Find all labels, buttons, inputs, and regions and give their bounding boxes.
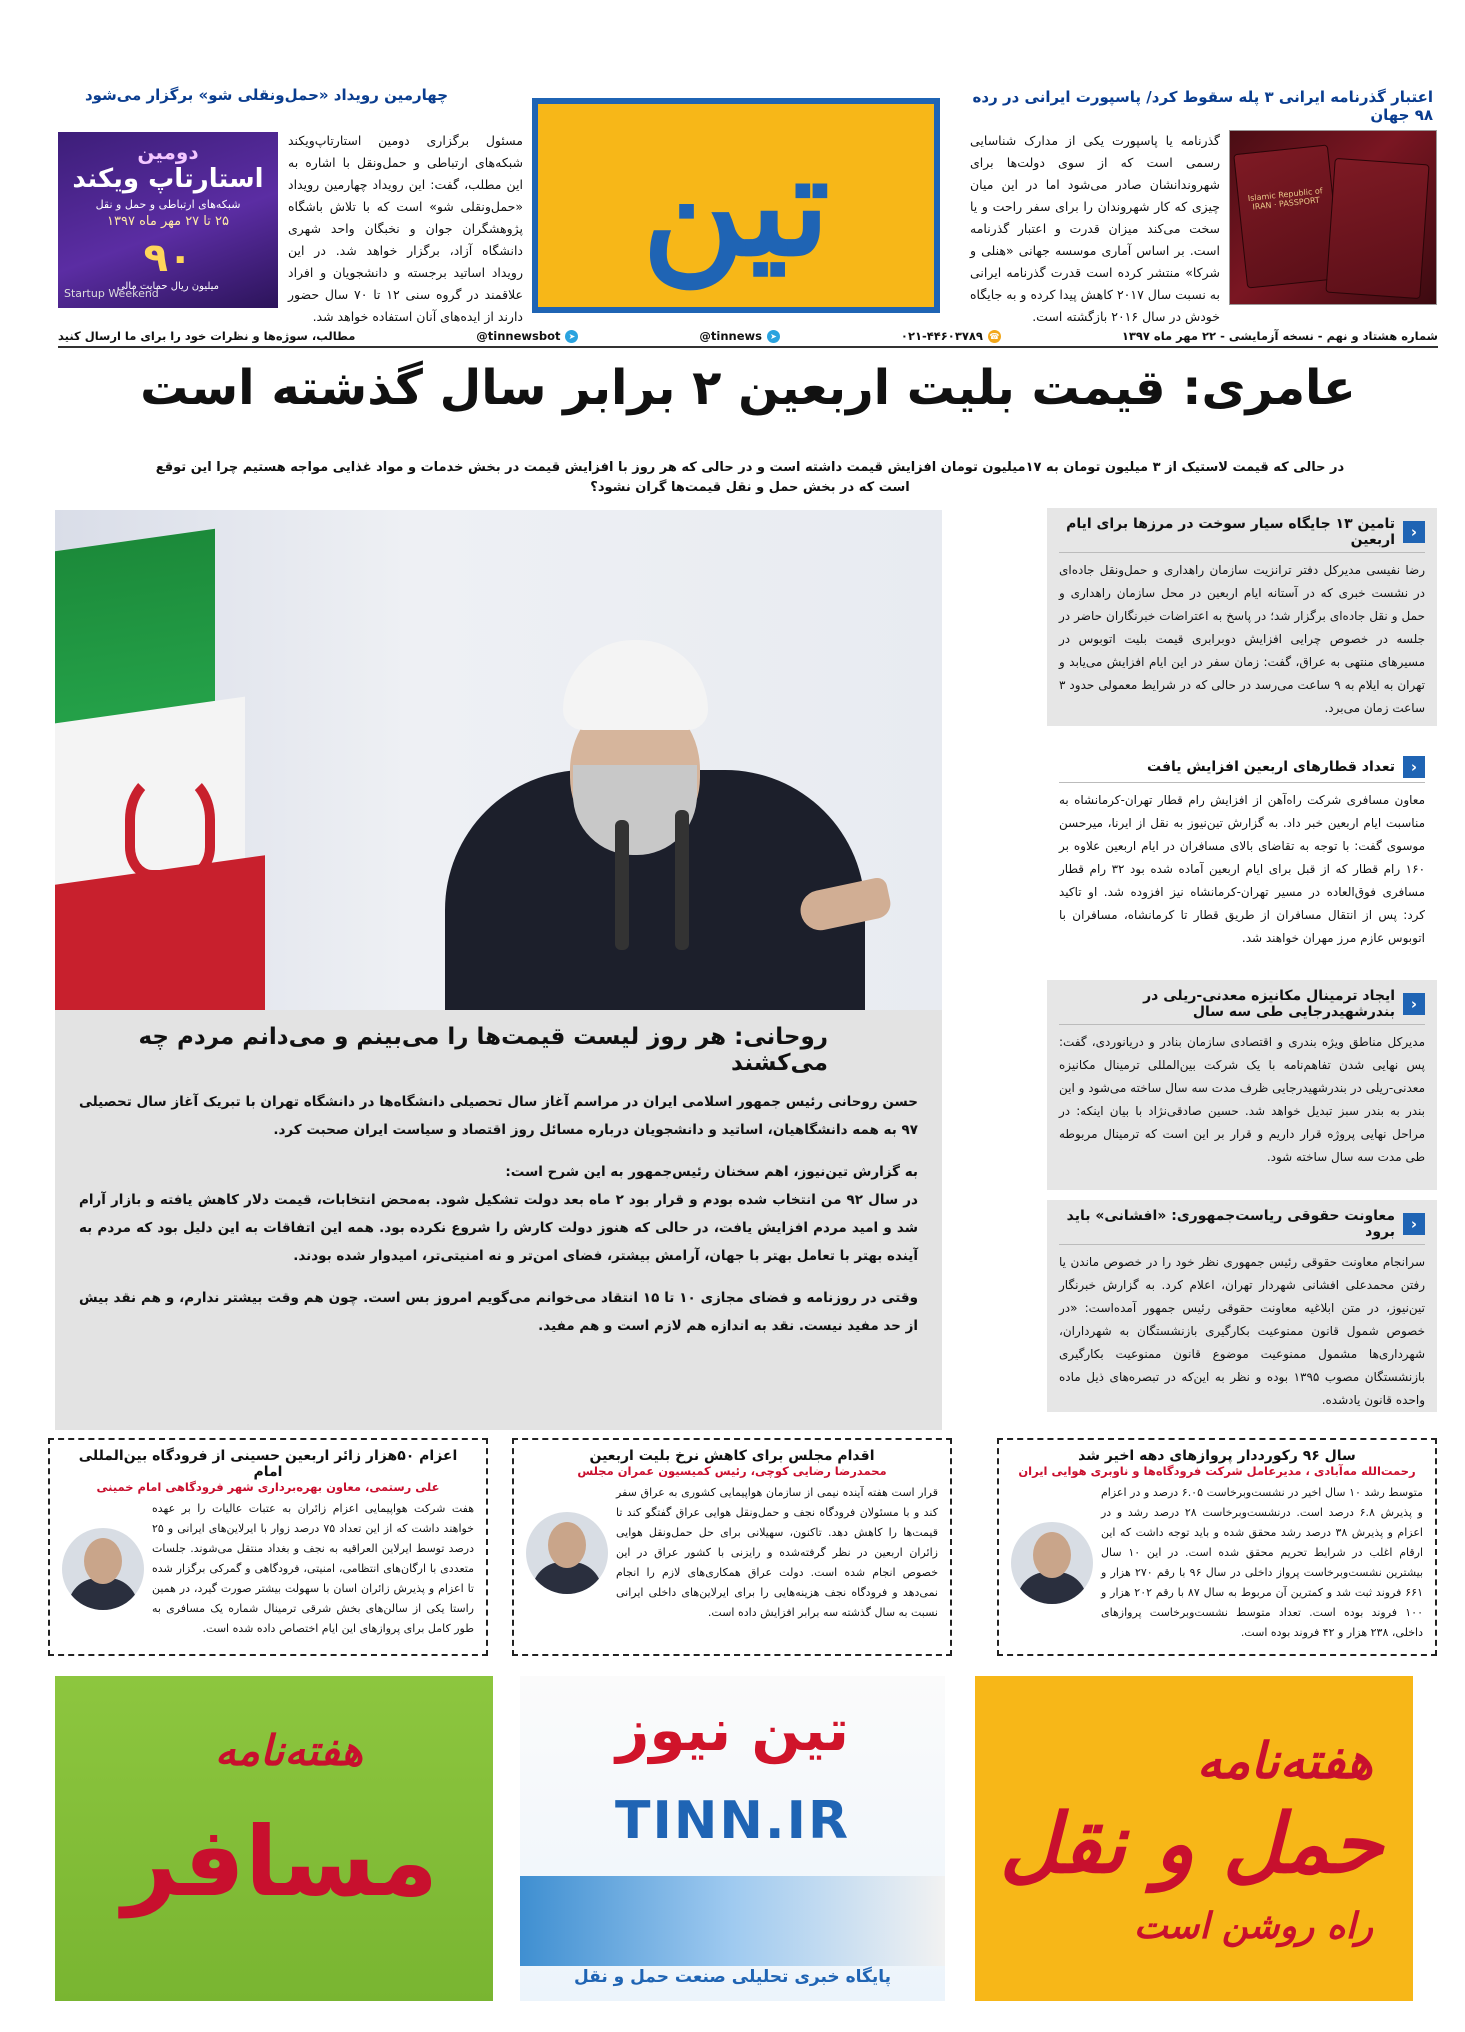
startup-ad-title: استارتاپ ویکند bbox=[72, 164, 264, 194]
bottom-news-body: هفت شرکت هواپیمایی اعزام زائران به عتبات عالیات را بر عهده خواهند داشت که از این تعداد ۷۵ درصد زوار با ایرلاین‌های ایرانی و ۲۵ درصد توسط ایرلاین العراقیه به نجف و بغداد منتقل می‌شوند. جلسات متعددی با ارگان‌های انتظامی، امنیتی، فرودگاهی و گمرکی برگزار شده تا اعزام و پذیرش زائران اسان با سهولت بیشتر صورت گیرد، در همین راستا یکی از سالن‌های بخش شرقی ترمینال شماره یک مسافری به طور کامل برای پروازهای این ایام اختصاص داده شده است. bbox=[152, 1502, 474, 1635]
ad-left-line1: هفته‌نامه bbox=[214, 1726, 363, 1775]
telegram-bot-name: @tinnewsbot bbox=[476, 329, 561, 343]
ad-mid-transport-graphic bbox=[520, 1876, 945, 1966]
bottom-news-source: محمدرضا رضایی کوچی، رئیس کمیسیون عمران مجلس bbox=[577, 1464, 887, 1478]
chevron-left-icon: ‹ bbox=[1403, 521, 1425, 543]
bottom-news-title: سال ۹۶ رکورددار پروازهای دهه اخیر شد bbox=[1078, 1448, 1356, 1464]
main-article-headline: روحانی: هر روز لیست قیمت‌ها را می‌بینم و می‌دانم مردم چه می‌کشند bbox=[138, 1024, 828, 1076]
portrait-photo bbox=[1011, 1522, 1093, 1604]
passport-article-text: گذرنامه یا پاسپورت یکی از مدارک شناسایی رسمی است که از سوی دولت‌ها برای شهروندانشان صادر می‌شود اما در این میان چیزی که کار شهروندان را برای سفر راحت و یا سخت می‌کند میزان قدرت و اعتبار گذرنامه است. بر اساس آماری موسسه جهانی «هنلی و شرکا» منتشر کرده است قدرت گذرنامه ایرانی به نسبت سال ۲۰۱۷ کاهش پیدا کرده و به جایگاه خودش در سال ۲۰۱۶ بازگشته است. bbox=[970, 133, 1220, 324]
main-article bbox=[55, 1010, 942, 1430]
info-bar bbox=[58, 326, 1438, 348]
telegram-channel-name: @tinnews bbox=[699, 329, 762, 343]
side-news-body: مدیرکل مناطق ویژه بندری و اقتصادی سازمان بنادر و دریانوردی، گفت: پس نهایی شدن تفاهم‌نامه با یک شرکت بین‌المللی ترمینال مکانیزه معدنی-ریلی در بندرشهیدرجایی ظرف مدت سه سال ساخته می‌شود و این بندر به بندر سبز تبدیل خواهد شد. حسین صادقی‌نژاد با بیان اینکه: در مراحل نهایی پروژه قرار داریم و قرار بر این است که ترمینال مربوطه طی مدت سه سال ساخته شود. bbox=[1059, 1035, 1425, 1164]
main-article-paragraph: وقتی در روزنامه و فضای مجازی ۱۰ تا ۱۵ انتقاد می‌خوانم می‌گویم امروز بس است. چون هم وقت بیشتر ندارم، و هم نقد بیش از حد مفید نیست. نقد به اندازه هم لازم است و هم مفید. bbox=[79, 1290, 918, 1334]
ad-mid-tagline: پایگاه خبری تحلیلی صنعت حمل و نقل bbox=[573, 1967, 892, 1987]
bottom-news-parliament bbox=[512, 1438, 952, 1656]
top-left-headline: چهارمین رویداد «حمل‌ونقلی شو» برگزار می‌شود bbox=[84, 86, 448, 104]
bottom-news-body: قرار است هفته آینده نیمی از سازمان هواپیمایی کشوری به عراق سفر کند و با مسئولان فرودگاه نجف و حمل‌ونقل هوایی عراق گفتگو کند تا قیمت‌ها را کاهش دهد. تاکنون، سهیلانی برای حل حمل‌ونقل هوایی زائران اربعین در نظر گرفته‌شده و رایزنی با کشور عراق در این خصوص انجام شده است. دولت عراق همکاری‌های لازم را انجام نمی‌دهد و فرودگاه نجف هزینه‌هایی را برای ایرلاین‌های داخلی ایرانی نسبت به سال گذشته سه برابر افزایش داده است. bbox=[616, 1486, 938, 1619]
logo-text: تین bbox=[538, 104, 934, 307]
ad-right-line3: راه روشن است bbox=[1133, 1906, 1373, 1947]
ad-left-line2: مسافر bbox=[122, 1806, 438, 1918]
side-news-trains bbox=[1047, 748, 1437, 978]
ad-tinnews[interactable] bbox=[520, 1676, 945, 2001]
startup-weekend-ad[interactable] bbox=[58, 132, 278, 308]
ad-mid-url[interactable]: TINN.IR bbox=[615, 1791, 850, 1851]
side-news-fuel-stations bbox=[1047, 508, 1437, 726]
chevron-left-icon: ‹ bbox=[1403, 756, 1425, 778]
issue-info: شماره هشتاد و نهم - نسخه آزمایشی - ۲۲ مهر ماه ۱۳۹۷ bbox=[1121, 329, 1438, 343]
side-news-mayor bbox=[1047, 1200, 1437, 1412]
telegram-icon: ➤ bbox=[767, 330, 780, 343]
person-turban bbox=[563, 640, 708, 730]
top-right-headline: اعتبار گذرنامه ایرانی ۳ پله سقوط کرد/ پاسپورت ایرانی در رده ۹۸ جهان bbox=[972, 88, 1433, 124]
portrait-photo bbox=[526, 1512, 608, 1594]
startup-article-text: مسئول برگزاری دومین استارتاپ‌ویکند شبکه‌های ارتباطی و حمل‌ونقل با اشاره به این مطلب، گفت: این رویداد چهارمین رویداد «حمل‌ونقلی شو» است که با تلاش باشگاه پژوهشگران جوان و نخبگان واحد شهری دانشگاه آزاد، برگزار خواهد شد. در این رویداد اساتید برجسته و دانشجویان و افراد علاقمند در گروه سنی ۱۲ تا ۷۰ سال حضور دارند از ایده‌های آنان استفاده خواهد شد. bbox=[288, 133, 524, 324]
startup-ad-amount: ۹۰ bbox=[143, 235, 193, 281]
main-article-paragraph: به گزارش تین‌نیوز، اهم سخنان رئیس‌جمهور به این شرح است: bbox=[505, 1164, 918, 1180]
telegram-bot[interactable] bbox=[476, 329, 578, 343]
bottom-news-imam-airport bbox=[48, 1438, 488, 1656]
telegram-icon: ➤ bbox=[565, 330, 578, 343]
main-photo-president bbox=[55, 510, 942, 1010]
bottom-news-title: اعزام ۵۰هزار زائر اربعین حسینی از فرودگاه بین‌المللی امام bbox=[78, 1448, 458, 1480]
side-news-title: ایجاد ترمینال مکانیزه معدنی-ریلی در بندرشهیدرجایی طی سه سال bbox=[1143, 988, 1395, 1020]
flag-emblem-icon bbox=[125, 770, 215, 880]
phone-info[interactable] bbox=[901, 329, 1001, 343]
side-news-body: سرانجام معاونت حقوقی رئیس جمهوری نظر خود را در خصوص ماندن یا رفتن محمدعلی افشانی شهردار تهران، اعلام کرد. به گزارش خبرنگار تین‌نیوز، در متن ابلاغیه معاونت حقوقی رئیس جمهور آمده‌است: «در خصوص شمول قانون ممنوعیت بکارگیری بازنشستگان به شهرداران، شهرداری‌ها مشمول ممنوعیت موضوع قانون ممنوعیت بکارگیری بازنشستگان مصوب ۱۳۹۵ بوده و نظر به این‌که در تبصره‌های ذیل ماده واحده قانون یادشده. bbox=[1059, 1255, 1425, 1407]
startup-ad-brand: Startup Weekend bbox=[64, 287, 159, 300]
main-headline: عامری: قیمت بلیت اربعین ۲ برابر سال گذشته است bbox=[140, 360, 1356, 416]
bottom-news-flights bbox=[997, 1438, 1437, 1656]
ad-right-line1: هفته‌نامه bbox=[1196, 1731, 1373, 1790]
side-news-title: تعداد قطارهای اربعین افزایش یافت bbox=[1147, 759, 1395, 775]
startup-ad-line1: دومین bbox=[137, 140, 199, 164]
chevron-left-icon: ‹ bbox=[1403, 993, 1425, 1015]
bottom-news-title: اقدام مجلس برای کاهش نرخ بلیت اربعین bbox=[589, 1448, 875, 1464]
main-article-paragraph: در سال ۹۲ من انتخاب شده بودم و قرار بود ۲ ماه بعد دولت تشکیل شود. به‌محض انتخابات، قیمت دلار کاهش یافته و بازار آرام شد و امید مردم افزایش یافت، در حالی که هنوز دولت کارش را شروع نکرده بود. همه این اتفاقات به این دلیل بود که مردم به آینده بهتر با تعامل بهتر با جهان، آرامش بیشتر، فضای امن‌تر و نه امنیتی‌تر، امیدوار شده بودند. bbox=[79, 1192, 918, 1264]
portrait-photo bbox=[62, 1528, 144, 1610]
telegram-channel[interactable] bbox=[699, 329, 780, 343]
side-news-title: تامین ۱۳ جایگاه سیار سوخت در مرزها برای ایام اربعین bbox=[1066, 516, 1395, 548]
readers-note: مطالب، سوژه‌ها و نظرات خود را برای ما ارسال کنید bbox=[58, 329, 356, 343]
bottom-news-source: رحمت‌الله مه‌آبادی ، مدیرعامل شرکت فرودگاه‌ها و ناوبری هوایی ایران bbox=[1018, 1464, 1416, 1478]
phone-icon: ☎ bbox=[989, 331, 1000, 341]
main-article-paragraph: حسن روحانی رئیس جمهور اسلامی ایران در مراسم آغاز سال تحصیلی دانشگاه‌ها در دانشگاه تهران با تبریک آغاز سال تحصیلی ۹۷ به همه دانشگاهیان، اساتید و دانشجویان درباره مسائل روز اقتصاد و سیاست ایران صحبت کرد. bbox=[79, 1094, 918, 1138]
startup-ad-date: ۲۵ تا ۲۷ مهر ماه ۱۳۹۷ bbox=[107, 214, 229, 229]
bottom-news-source: علی رستمی، معاون بهره‌برداری شهر فرودگاهی امام خمینی bbox=[96, 1480, 440, 1494]
microphone-icon bbox=[675, 810, 689, 950]
startup-ad-subtitle: شبکه‌های ارتباطی و حمل و نقل bbox=[95, 198, 241, 211]
ad-mid-line1: تین نیوز bbox=[615, 1696, 850, 1764]
chevron-left-icon: ‹ bbox=[1403, 1213, 1425, 1235]
microphone-icon bbox=[615, 820, 629, 950]
passport-photo bbox=[1229, 130, 1437, 305]
passport-cover-1: Islamic Republic of IRAN · PASSPORT bbox=[1233, 144, 1342, 288]
bottom-news-body: متوسط رشد ۱۰ سال اخیر در نشست‌وبرخاست ۶.۰۵ درصد و در اعزام و پذیرش ۶.۸ درصد است. درنشست‌وبرخاست ۲۸ درصد رشد و در اعزام و پذیرش ۳۸ درصد رشد محقق شده و باید توجه داشت که این ارقام اغلب در شرایط تحریم محقق شده است. در این ۱۰ سال بیشترین نشست‌وبرخاست پرواز داخلی در سال ۹۶ با رقم ۲۷۰ هزار و ۶۶۱ فروند ثبت شد و کمترین آن مربوط به سال ۸۷ با رقم ۲۰۲ هزار و ۱۰۰ فروند بوده است. تعداد متوسط نشست‌وبرخاست پروازهای داخلی، ۲۳۸ هزار و ۴۲ فروند بوده است. bbox=[1101, 1486, 1424, 1639]
ad-mosafer-weekly[interactable] bbox=[55, 1676, 493, 2001]
phone-number: ۰۲۱-۴۴۶۰۳۷۸۹ bbox=[900, 329, 983, 343]
side-news-body: معاون مسافری شرکت راه‌آهن از افزایش رام قطار تهران-کرمانشاه به مناسبت ایام اربعین خبر داد. به گزارش تین‌نیوز به نقل از ایرنا، میرحسن موسوی گفت: با توجه به تقاضای بالای مسافران در ایام اربعین علاوه بر ۱۶۰ رام قطار که از قبل برای ایام اربعین آماده شده بود ۳۲ رام قطار مسافری فوق‌العاده در مسیر تهران-کرمانشاه نیز افزوده شد. او تاکید کرد: پس از انتقال مسافران از طریق قطار تا کرمانشاه، مسافران با اتوبوس عازم مرز مهران خواهند شد. bbox=[1059, 793, 1426, 945]
main-subtitle: در حالی که قیمت لاستیک از ۳ میلیون تومان به ۱۷میلیون تومان افزایش قیمت داشته است و در حالی که هر روز با افزایش قیمت در بخش خدمات و مواد غذایی مواجه هستیم چرا این توقع است که در بخش حمل و نقل قیمت‌ها گران نشود؟ bbox=[155, 460, 1345, 495]
ad-haml-o-naghl-weekly[interactable] bbox=[975, 1676, 1413, 2001]
ad-right-line2: حمل و نقل bbox=[999, 1796, 1383, 1892]
side-news-port-terminal bbox=[1047, 980, 1437, 1190]
side-news-body: رضا نفیسی مدیرکل دفتر ترانزیت سازمان راهداری و حمل‌ونقل جاده‌ای در نشست خبری که در آستانه ایام اربعین در محل سازمان راهداری و حمل و نقل جاده‌ای برگزار شد؛ در پاسخ به اعتراضات خبرنگاران حاضر در جلسه در خصوص چرایی افزایش دوبرابری قیمت بلیت اتوبوس در مسیرهای منتهی به عراق، گفت: زمان سفر در این ایام افزایش می‌یابد و تهران به ایلام به ۹ ساعت می‌رسد در حالی که در شرایط معمولی حدود ۳ ساعت زمان می‌برد. bbox=[1059, 563, 1426, 715]
passport-cover-2 bbox=[1325, 158, 1429, 299]
startup-ad-amount-label: میلیون ریال حمایت مالی bbox=[116, 281, 220, 292]
newspaper-logo bbox=[532, 98, 940, 313]
side-news-title: معاونت حقوقی ریاست‌جمهوری: «افشانی» باید برود bbox=[1066, 1208, 1395, 1240]
